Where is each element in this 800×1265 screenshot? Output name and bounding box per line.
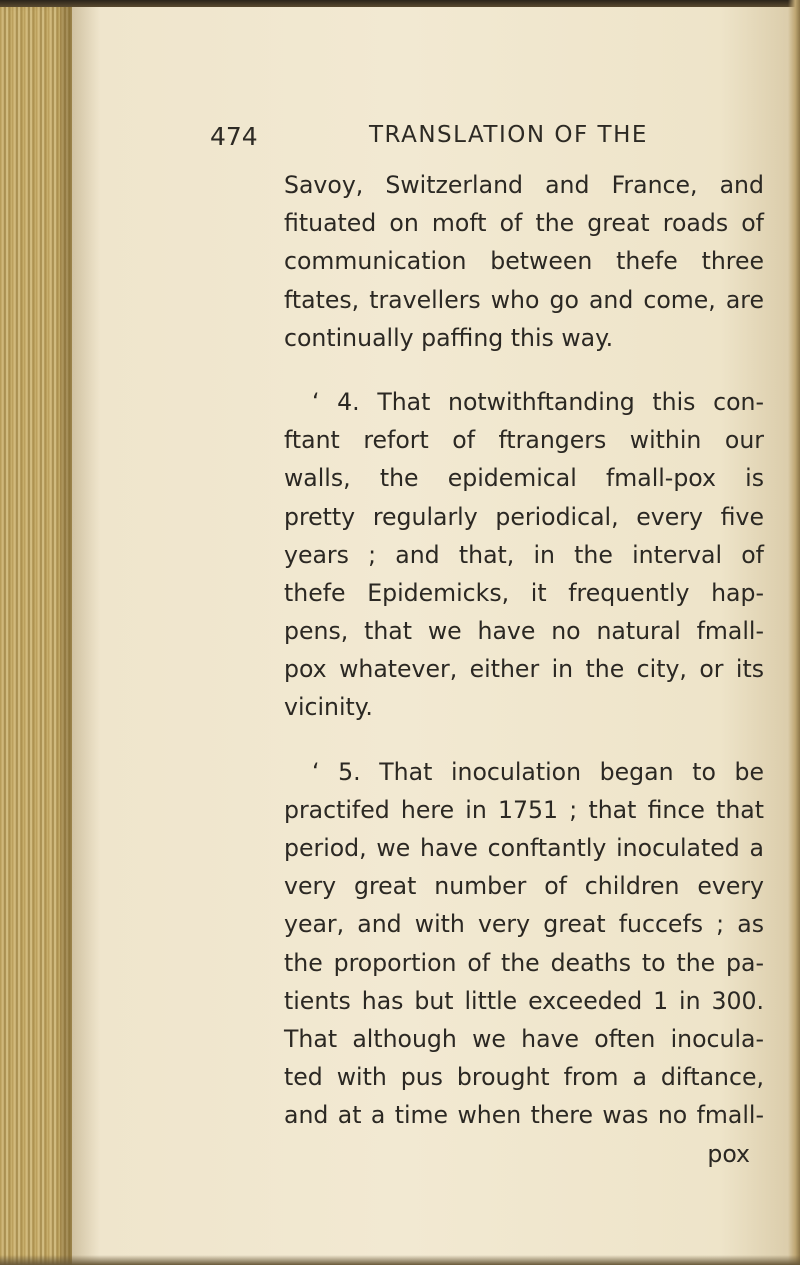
text-line: vicinity. xyxy=(284,693,373,722)
text-line: ftant refort of ftrangers within our xyxy=(284,426,764,455)
text-line: thefe Epidemicks, it frequently hap- xyxy=(284,578,764,607)
text-line: ted with pus brought from a diftance, xyxy=(284,1063,764,1092)
text-line: practifed here in 1751 ; that fince that xyxy=(284,795,764,824)
text-line: pens, that we have no natural fmall- xyxy=(284,617,764,646)
text-line: Savoy, Switzerland and France, and xyxy=(284,171,764,199)
text-line: fituated on moft of the great roads of xyxy=(284,209,764,238)
text-line: ‘ 4. That notwithftanding this con- xyxy=(312,387,764,416)
text-line: walls, the epidemical fmall-pox is xyxy=(284,464,764,493)
paragraph xyxy=(284,753,764,1135)
gutter-shadow xyxy=(60,0,100,1265)
text-line: very great number of children every xyxy=(284,872,764,901)
page-edge xyxy=(788,0,800,1265)
paragraph xyxy=(284,383,764,727)
text-line: ftates, travellers who go and come, are xyxy=(284,285,764,314)
text-line: That although we have often inocula- xyxy=(284,1024,764,1053)
text-line: year, and with very great fuccefs ; as xyxy=(284,910,764,939)
text-line: ‘ 5. That inoculation began to be xyxy=(312,757,764,786)
paragraph xyxy=(284,166,764,357)
running-head: TRANSLATION OF THE xyxy=(369,122,648,148)
bottom-edge xyxy=(0,1255,800,1265)
page-header xyxy=(0,122,800,162)
text-line: the proportion of the deaths to the pa- xyxy=(284,948,764,977)
text-line: pox whatever, either in the city, or its xyxy=(284,655,764,684)
text-line: tients has but little exceeded 1 in 300. xyxy=(284,986,764,1015)
page-number: 474 xyxy=(210,122,258,151)
catchword: pox xyxy=(707,1139,750,1168)
text-line: pretty regularly periodical, every five xyxy=(284,502,764,531)
text-line: and at a time when there was no fmall- xyxy=(284,1101,764,1130)
text-line: continually paffing this way. xyxy=(284,323,614,352)
body-text xyxy=(284,166,764,1173)
text-line: years ; and that, in the interval of xyxy=(284,540,764,569)
top-edge xyxy=(0,0,800,7)
text-line: period, we have conftantly inoculated a xyxy=(284,834,764,862)
text-line: communication between thefe three xyxy=(284,247,764,276)
